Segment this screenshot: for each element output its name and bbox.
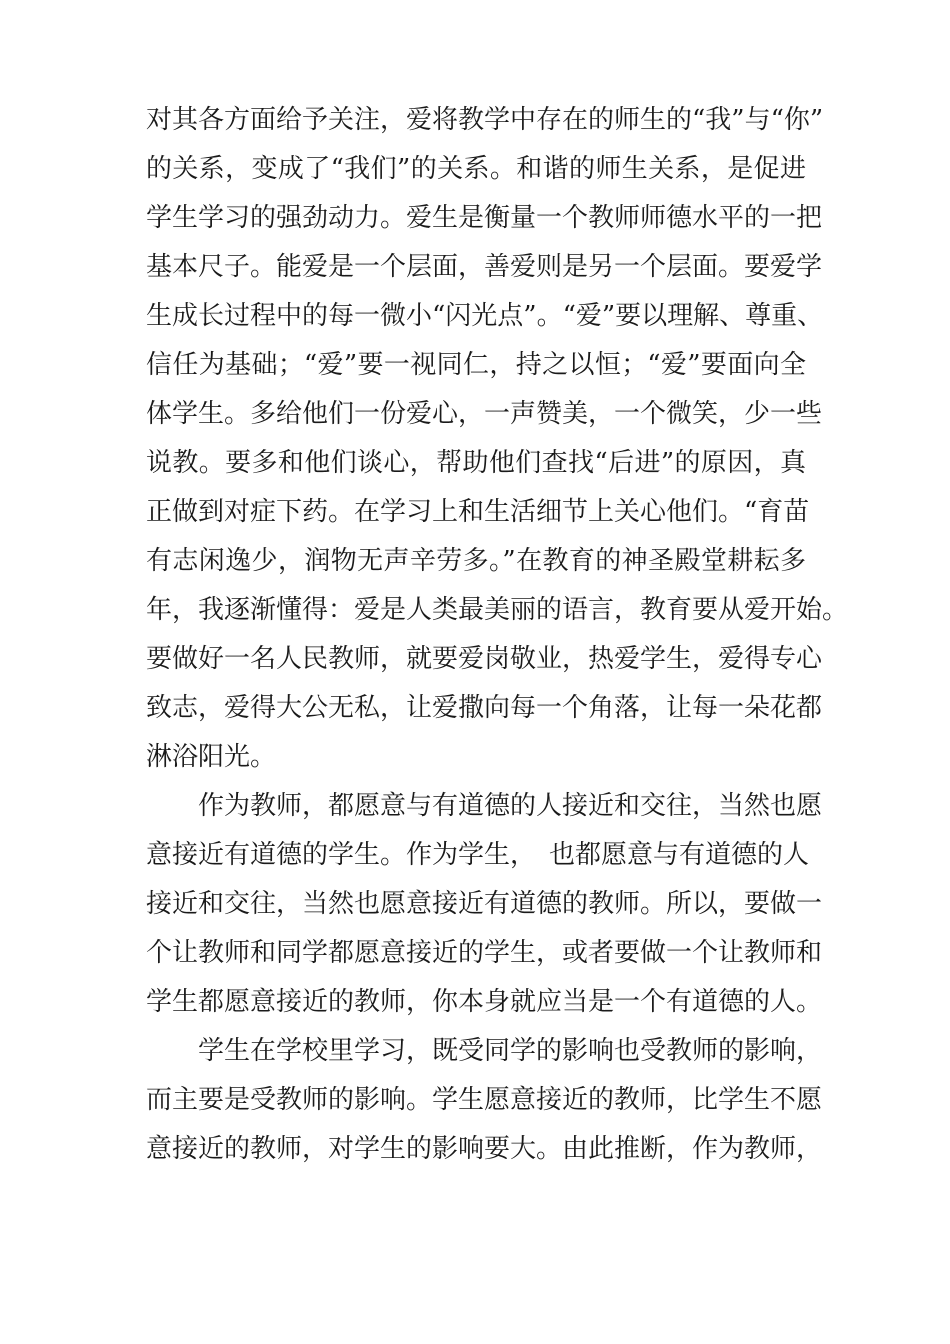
body-text [146, 96, 849, 1174]
text-line: 对其各方面给予关注，爱将教学中存在的师生的“我”与“你” [146, 105, 824, 135]
text-line: 年，我逐渐懂得：爱是人类最美丽的语言，教育要从爱开始。 [146, 595, 849, 625]
text-line: 的关系，变成了“我们”的关系。和谐的师生关系，是促进 [146, 154, 806, 184]
text-line: 个让教师和同学都愿意接近的学生，或者要做一个让教师和 [146, 938, 823, 968]
text-line: 生成长过程中的每一微小“闪光点”。“爱”要以理解、尊重、 [146, 301, 824, 331]
paragraph-2 [146, 782, 823, 1027]
text-line: 意接近的教师，对学生的影响要大。由此推断，作为教师， [146, 1134, 823, 1164]
text-line: 体学生。多给他们一份爱心，一声赞美，一个微笑，少一些 [146, 399, 823, 429]
paragraph-3 [146, 1027, 823, 1174]
text-line: 要做好一名人民教师，就要爱岗敬业，热爱学生，爱得专心 [146, 644, 823, 674]
text-line: 而主要是受教师的影响。学生愿意接近的教师，比学生不愿 [146, 1085, 823, 1115]
text-line: 正做到对症下药。在学习上和生活细节上关心他们。“育苗 [146, 497, 810, 527]
text-line: 学生都愿意接近的教师，你本身就应当是一个有道德的人。 [146, 987, 823, 1017]
text-line: 信任为基础；“爱”要一视同仁，持之以恒；“爱”要面向全 [146, 350, 806, 380]
text-line: 作为教师，都愿意与有道德的人接近和交往，当然也愿 [198, 791, 823, 821]
text-line: 学生学习的强劲动力。爱生是衡量一个教师师德水平的一把 [146, 203, 823, 233]
text-line: 淋浴阳光。 [146, 742, 277, 772]
text-line: 致志，爱得大公无私，让爱撒向每一个角落，让每一朵花都 [146, 693, 823, 723]
text-line: 接近和交往，当然也愿意接近有道德的教师。所以，要做一 [146, 889, 823, 919]
text-line: 有志闲逸少，润物无声辛劳多。”在教育的神圣殿堂耕耘多 [146, 546, 806, 576]
text-line: 基本尺子。能爱是一个层面，善爱则是另一个层面。要爱学 [146, 252, 823, 282]
text-line: 意接近有道德的学生。作为学生， 也都愿意与有道德的人 [146, 840, 810, 870]
text-line: 学生在学校里学习，既受同学的影响也受教师的影响， [198, 1036, 823, 1066]
text-line: 说教。要多和他们谈心，帮助他们查找“后进”的原因，真 [146, 448, 806, 478]
paragraph-1 [146, 96, 849, 782]
